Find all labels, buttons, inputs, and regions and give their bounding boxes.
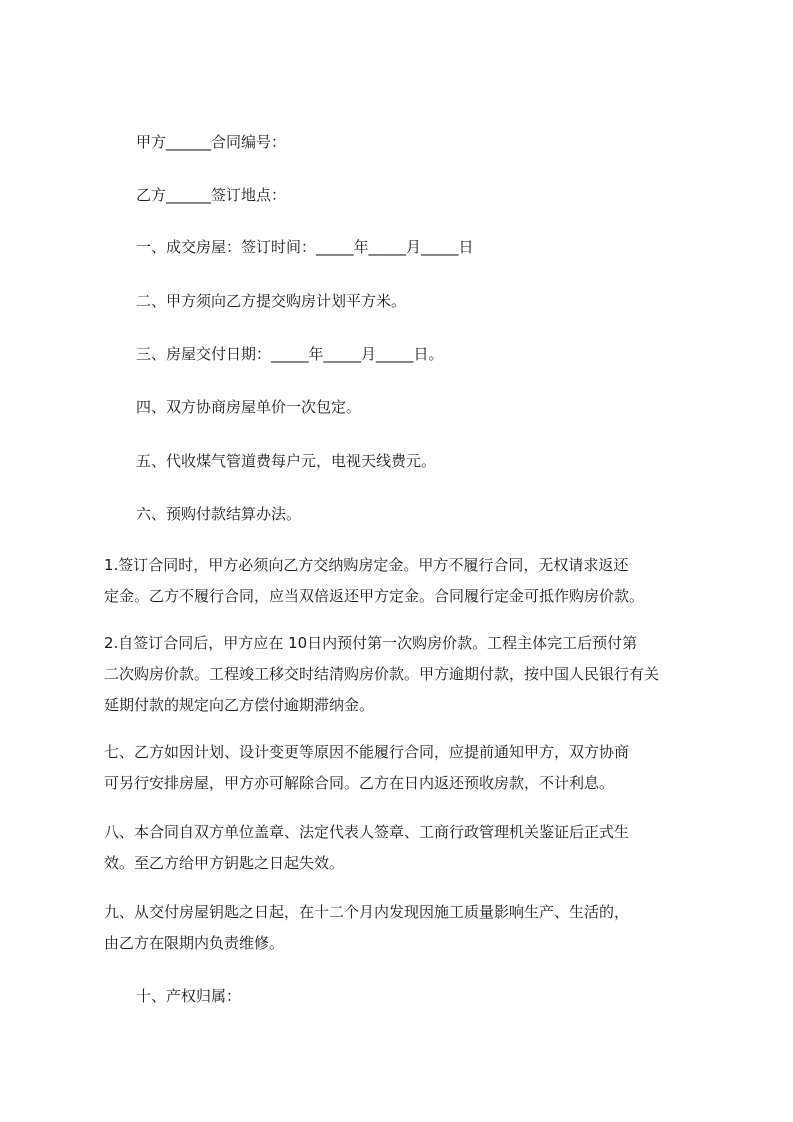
- clause-10-ownership: 十、产权归属：: [136, 987, 242, 1005]
- payment-item-2-line-3: 延期付款的规定向乙方偿付逾期滞纳金。: [104, 696, 375, 714]
- clause-9: [104, 897, 704, 959]
- clause-7-line-2: 可另行安排房屋，甲方亦可解除合同。乙方在日内返还预收房款，不计利息。: [104, 774, 615, 792]
- clause-3-delivery-date: 三、房屋交付日期：_____年_____月_____日。: [136, 345, 444, 363]
- clause-7: [104, 737, 704, 799]
- payment-item-2: [104, 628, 704, 721]
- clause-2-purchase-plan: 二、甲方须向乙方提交购房计划平方米。: [136, 292, 407, 310]
- payment-item-1-line-2: 定金。乙方不履行合同，应当双倍返还甲方定金。合同履行定金可抵作购房价款。: [104, 587, 645, 605]
- party-a-contract-number: 甲方______合同编号：: [136, 133, 287, 151]
- clause-9-line-2: 由乙方在限期内负责维修。: [104, 934, 285, 952]
- clause-1-house: 一、成交房屋：签订时间：_____年_____月_____日: [136, 238, 474, 256]
- clause-4-unit-price: 四、双方协商房屋单价一次包定。: [136, 398, 362, 416]
- clause-8-line-1: 八、本合同自双方单位盖章、法定代表人签章、工商行政管理机关鉴证后正式生: [104, 823, 630, 841]
- clause-9-line-1: 九、从交付房屋钥匙之日起，在十二个月内发现因施工质量影响生产、生活的，: [104, 903, 630, 921]
- payment-item-1: [104, 550, 704, 612]
- party-b-signing-place: 乙方______签订地点：: [136, 186, 287, 204]
- payment-item-2-line-2: 二次购房价款。工程竣工移交时结清购房价款。甲方逾期付款，按中国人民银行有关: [104, 665, 660, 683]
- clause-6-payment-method: 六、预购付款结算办法。: [136, 505, 302, 523]
- clause-7-line-1: 七、乙方如因计划、设计变更等原因不能履行合同，应提前通知甲方，双方协商: [104, 743, 630, 761]
- clause-8: [104, 817, 704, 879]
- payment-item-1-line-1: 1.签订合同时，甲方必须向乙方交纳购房定金。甲方不履行合同，无权请求返还: [104, 556, 629, 574]
- payment-item-2-line-1: 2.自签订合同后，甲方应在 10日内预付第一次购房价款。工程主体完工后预付第: [104, 634, 638, 652]
- clause-5-fees: 五、代收煤气管道费每户元，电视天线费元。: [136, 452, 437, 470]
- clause-8-line-2: 效。至乙方给甲方钥匙之日起失效。: [104, 854, 345, 872]
